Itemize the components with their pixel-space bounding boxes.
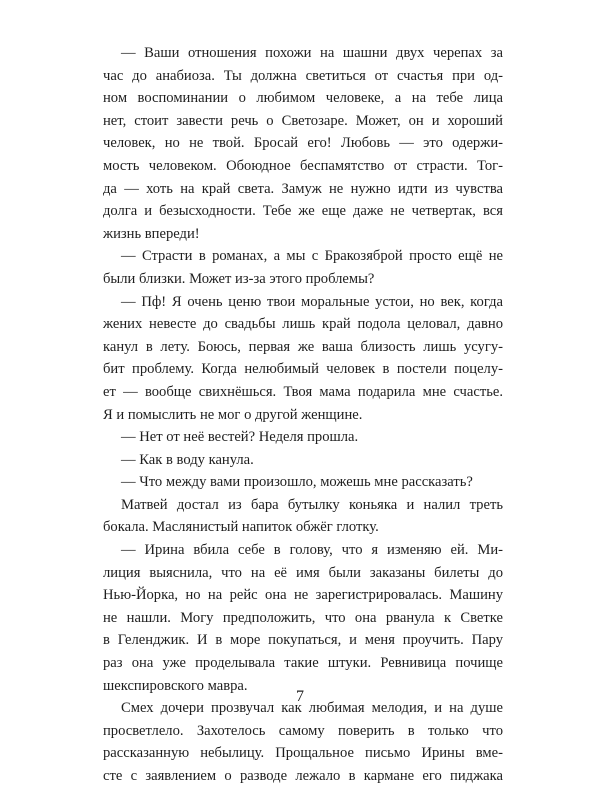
- text-line: — Нет от неё вестей? Неделя прошла.: [121, 429, 359, 446]
- text-line: раз она уже проделывала такие штуки. Ревнивица почище: [103, 655, 503, 672]
- text-line: да — хоть на край света. Замуж не нужно идти из чувства: [103, 180, 503, 197]
- text-line: Смех дочери прозвучал как любимая мелодия, и на душе: [121, 700, 503, 717]
- text-line: Матвей достал из бара бутылку коньяка и налил треть: [121, 496, 503, 513]
- page-number: 7: [296, 688, 304, 705]
- text-line: час до анабиоза. Ты должна светиться от счастья при од-: [103, 67, 503, 84]
- text-line: ет — вообще свихнёшься. Твоя мама подарила мне счастье.: [103, 383, 503, 400]
- text-line: жизнь впереди!: [103, 225, 200, 242]
- paragraph: [103, 291, 503, 427]
- text-line: лиция выяснила, что на её имя были заказаны билеты до: [103, 564, 503, 581]
- paragraph: [103, 494, 503, 539]
- paragraph: [103, 245, 503, 290]
- body-text: [103, 42, 503, 788]
- text-line: — Ирина вбила себе в голову, что я изменяю ей. Ми-: [121, 542, 503, 559]
- paragraph: [103, 42, 503, 245]
- paragraph: [103, 426, 503, 449]
- paragraph: [103, 539, 503, 697]
- text-line: просветлело. Захотелось самому поверить в только что: [103, 722, 503, 739]
- text-line: бокала. Маслянистый напиток обжёг глотку.: [103, 519, 379, 536]
- text-line: — Что между вами произошло, можешь мне рассказать?: [121, 474, 473, 491]
- text-line: шекспировского мавра.: [103, 677, 248, 694]
- text-line: — Страсти в романах, а мы с Бракозяброй просто ещё не: [121, 248, 503, 265]
- text-line: в Геленджик. И в море покупаться, и меня проучить. Пару: [103, 632, 503, 649]
- text-line: не нашли. Могу предположить, что она рванула к Светке: [103, 609, 503, 626]
- text-line: бит проблему. Когда нелюбимый человек в постели поцелу-: [103, 361, 503, 378]
- text-line: человек, но не твой. Бросай его! Любовь — это одержи-: [103, 135, 503, 152]
- text-line: сте с заявлением о разводе лежало в кармане его пиджака: [103, 768, 503, 784]
- text-line: мость человеком. Обоюдное беспамятство от страсти. Тог-: [103, 157, 503, 174]
- text-line: — Пф! Я очень ценю твои моральные устои, но век, когда: [121, 293, 503, 310]
- paragraph: [103, 471, 503, 494]
- text-line: Я и помыслить не мог о другой женщине.: [103, 406, 363, 423]
- text-line: канул в лету. Боюсь, первая же ваша близость лишь усугу-: [103, 338, 503, 355]
- text-line: нет, стоит завести речь о Светозаре. Может, он и хороший: [103, 112, 503, 129]
- paragraph: [103, 449, 503, 472]
- text-line: Нью-Йорка, но на рейс она не зарегистрировалась. Машину: [103, 587, 503, 604]
- text-line: долга и безысходности. Тебе же еще даже не четвертак, вся: [103, 203, 503, 220]
- text-line: — Ваши отношения похожи на шашни двух черепах за: [121, 45, 503, 61]
- text-line: были близки. Может из-за этого проблемы?: [103, 270, 375, 287]
- text-line: рассказанную небылицу. Прощальное письмо Ирины вме-: [103, 745, 503, 762]
- text-line: — Как в воду канула.: [121, 451, 254, 468]
- text-line: жених невесте до свадьбы лишь край подола целовал, давно: [103, 316, 503, 333]
- paragraph: [103, 697, 503, 787]
- text-line: ном воспоминании о любимом человеке, а на тебе лица: [103, 90, 503, 107]
